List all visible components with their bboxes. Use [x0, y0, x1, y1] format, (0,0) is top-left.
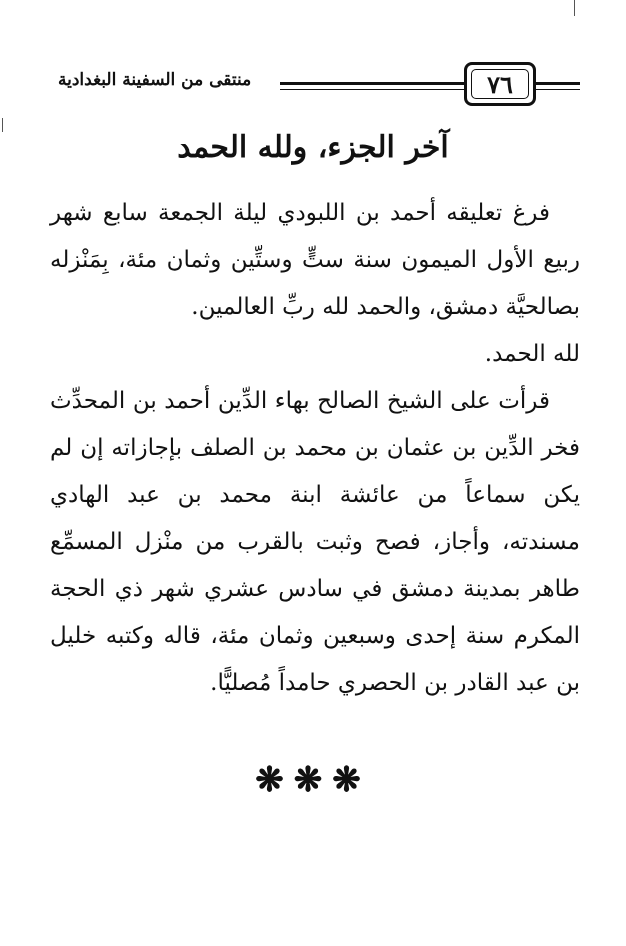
body-text [50, 190, 580, 707]
header-rule-thin [280, 89, 476, 90]
running-title: منتقى من السفينة البغدادية [58, 70, 252, 90]
header-rule-thick-right [534, 82, 580, 85]
page-number: ٧٦ [487, 69, 513, 99]
colophon-paragraph: فرغ تعليقه أحمد بن اللبودي ليلة الجمعة سابع شهر ربيع الأول الميمون سنة ستٍّ وستِّين وثمان مئة، بِمَنْزله بصالحيَّة دمشق، والحمد لله ربِّ العالمين. [50, 200, 580, 320]
header-rule-thick [280, 82, 476, 85]
praise-line: لله الحمد. [484, 341, 580, 367]
section-heading: آخر الجزء، ولله الحمد [177, 130, 449, 165]
margin-tick-top [574, 0, 575, 16]
reading-note-paragraph: قرأت على الشيخ الصالح بهاء الدِّين أحمد بن المحدِّث فخر الدِّين بن عثمان بن محمد بن الصلف بإجازاته إن لم يكن سماعاً من عائشة ابنة محمد بن عبد الهادي مسندته، وأجاز، فصح وثبت بالقرب من منْزل المسمِّع طاهر بمدينة دمشق في سادس عشري شهر ذي الحجة المكرم سنة إحدى وسبعين وثمان مئة، قاله وكتبه خليل بن عبد القادر بن الحصري حامداً مُصليًّا. [50, 388, 580, 696]
page-number-frame [464, 62, 536, 106]
end-ornament: ❋❋❋ [255, 760, 371, 800]
page-header [58, 62, 580, 110]
header-rule-thin-right [534, 89, 580, 90]
